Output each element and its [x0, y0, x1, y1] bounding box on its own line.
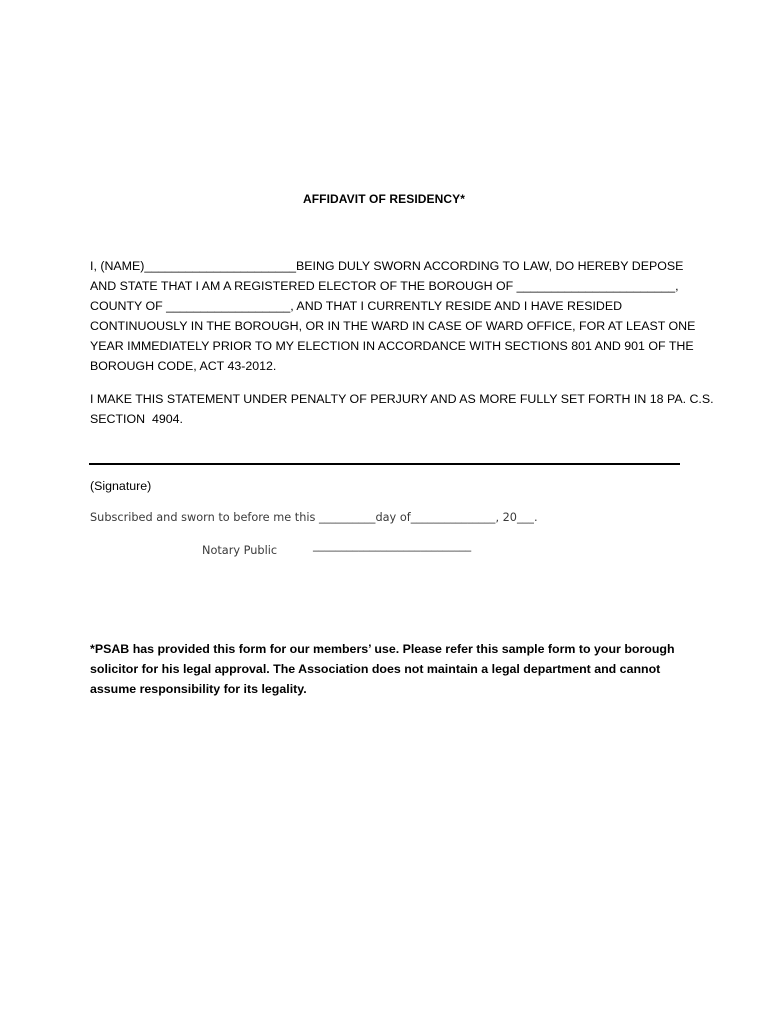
psab-disclaimer — [90, 639, 690, 699]
paragraph-line: I MAKE THIS STATEMENT UNDER PENALTY OF PERJURY AND AS MORE FULLY SET FORTH IN 18 PA. C.S. — [90, 392, 714, 406]
disclaimer-line: solicitor for his legal approval. The Association does not maintain a legal department and cannot — [90, 662, 661, 676]
paragraph-line: COUNTY OF __________________, AND THAT I CURRENTLY RESIDE AND I HAVE RESIDED — [90, 299, 623, 313]
notary-public-label: Notary Public — [202, 544, 278, 557]
paragraph-line: CONTINUOUSLY IN THE BOROUGH, OR IN THE WARD IN CASE OF WARD OFFICE, FOR AT LEAST ONE — [90, 319, 696, 333]
paragraph-line: I, (NAME)______________________BEING DULY SWORN ACCORDING TO LAW, DO HEREBY DEPOSE — [90, 259, 684, 273]
document-title: AFFIDAVIT OF RESIDENCY* — [302, 192, 466, 206]
paragraph-line: YEAR IMMEDIATELY PRIOR TO MY ELECTION IN ACCORDANCE WITH SECTIONS 801 AND 901 OF THE — [90, 339, 694, 353]
paragraph-line: SECTION 4904. — [90, 412, 183, 426]
disclaimer-line: assume responsibility for its legality. — [90, 682, 307, 696]
subscribed-sworn-line: Subscribed and sworn to before me this __________day of_______________, 20___. — [90, 511, 538, 524]
signature-line — [89, 463, 680, 465]
signature-label: (Signature) — [90, 479, 152, 493]
paragraph-line: AND STATE THAT I AM A REGISTERED ELECTOR OF THE BOROUGH OF _______________________, — [90, 279, 679, 293]
paragraph-line: BOROUGH CODE, ACT 43-2012. — [90, 359, 277, 373]
perjury-statement-paragraph — [90, 389, 714, 429]
notary-signature-line: ____________________________ — [313, 539, 472, 552]
affidavit-statement-paragraph — [90, 256, 696, 376]
disclaimer-line: *PSAB has provided this form for our members’ use. Please refer this sample form to your borough — [90, 642, 675, 656]
